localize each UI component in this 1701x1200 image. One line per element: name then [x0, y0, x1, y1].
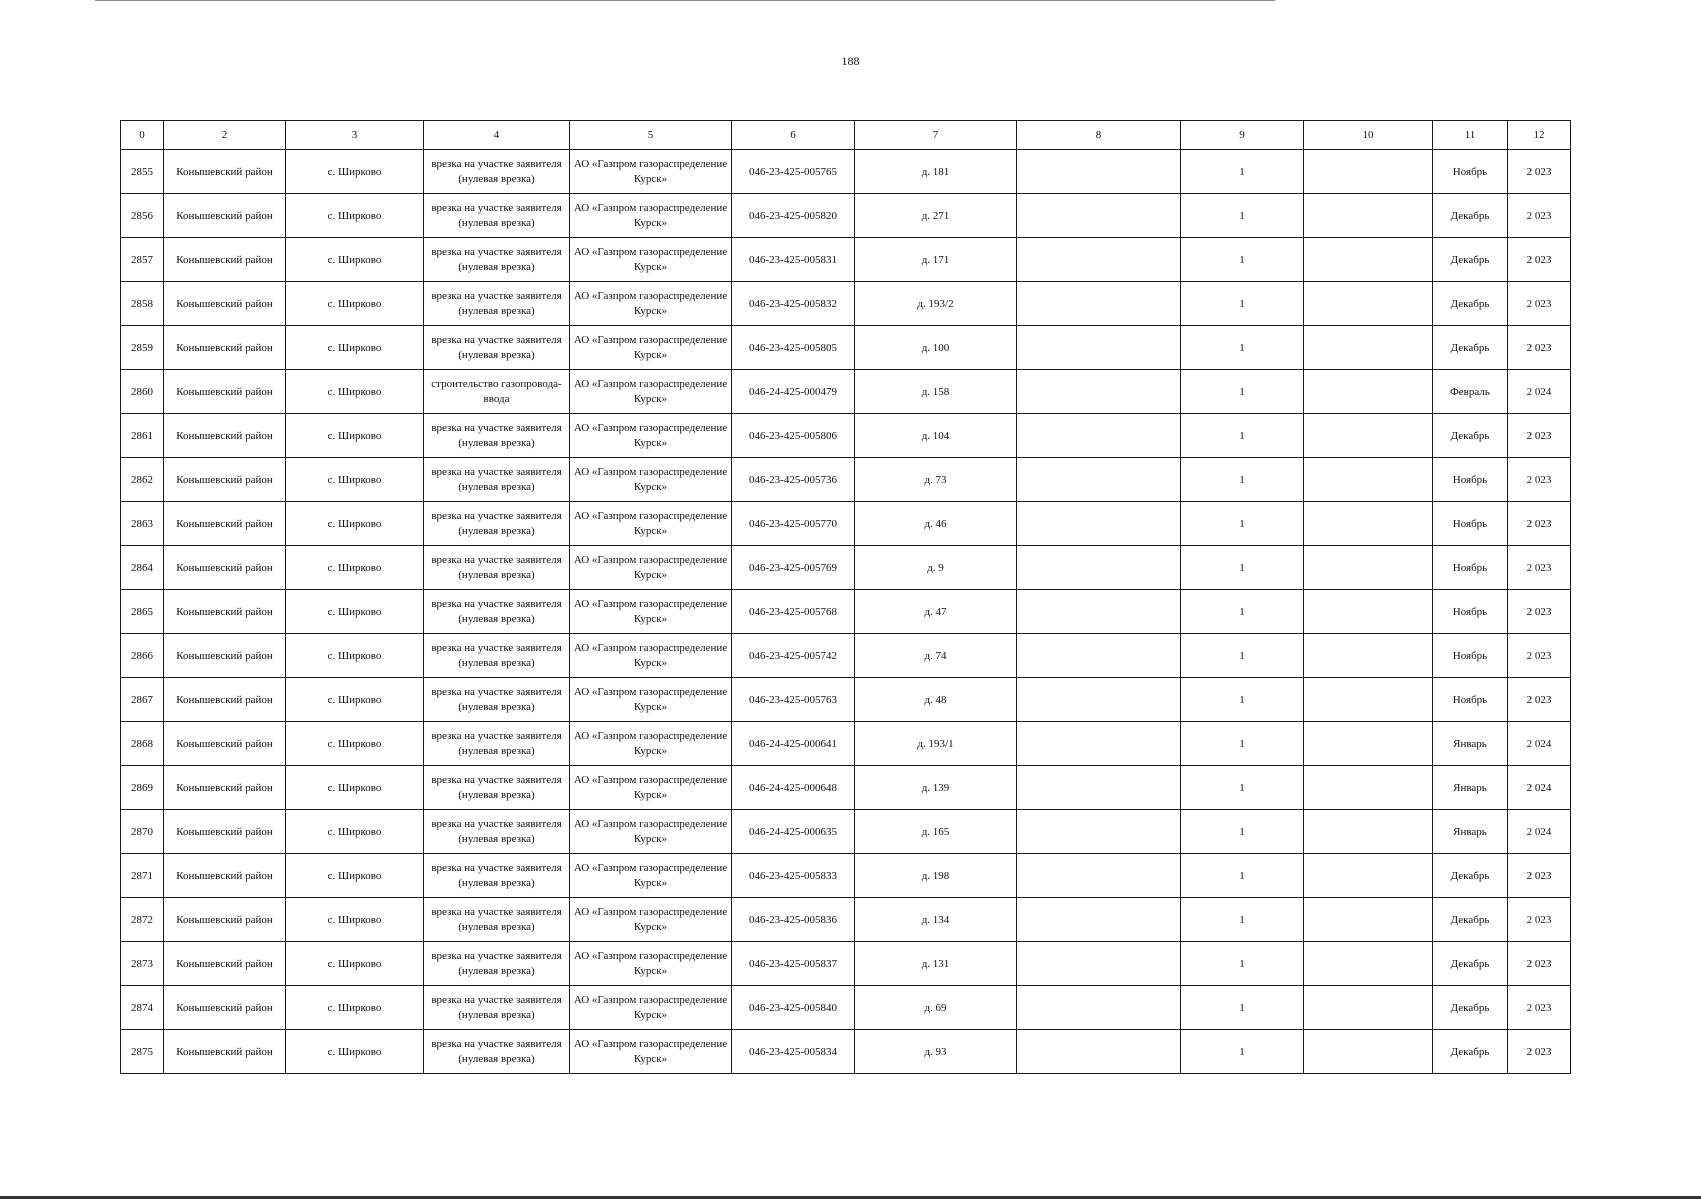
cell-district: Конышевский район: [164, 942, 286, 986]
cell-month: Декабрь: [1433, 282, 1508, 326]
cell-district: Конышевский район: [164, 238, 286, 282]
cell-column-10: [1304, 898, 1433, 942]
cell-work-type: врезка на участке заявителя (нулевая врезка): [424, 986, 570, 1030]
cell-house-address: д. 93: [855, 1030, 1017, 1074]
cell-year: 2 023: [1508, 194, 1571, 238]
cell-registration-code: 046-23-425-005834: [732, 1030, 855, 1074]
cell-settlement: с. Ширково: [286, 414, 424, 458]
cell-column-8: [1017, 766, 1181, 810]
table-row: [121, 1030, 1571, 1074]
cell-registration-code: 046-23-425-005836: [732, 898, 855, 942]
cell-organization: АО «Газпром газораспределение Курск»: [570, 986, 732, 1030]
cell-work-type: врезка на участке заявителя (нулевая врезка): [424, 678, 570, 722]
table-row: [121, 590, 1571, 634]
cell-quantity: 1: [1181, 942, 1304, 986]
cell-row-number: 2862: [121, 458, 164, 502]
cell-district: Конышевский район: [164, 414, 286, 458]
cell-quantity: 1: [1181, 854, 1304, 898]
cell-work-type: врезка на участке заявителя (нулевая врезка): [424, 238, 570, 282]
cell-registration-code: 046-23-425-005805: [732, 326, 855, 370]
table-row: [121, 414, 1571, 458]
column-header-9: 10: [1304, 121, 1433, 150]
cell-settlement: с. Ширково: [286, 590, 424, 634]
cell-quantity: 1: [1181, 502, 1304, 546]
cell-month: Декабрь: [1433, 414, 1508, 458]
cell-column-10: [1304, 986, 1433, 1030]
cell-work-type: врезка на участке заявителя (нулевая врезка): [424, 1030, 570, 1074]
cell-column-10: [1304, 678, 1433, 722]
cell-column-10: [1304, 810, 1433, 854]
cell-house-address: д. 193/1: [855, 722, 1017, 766]
cell-registration-code: 046-24-425-000648: [732, 766, 855, 810]
cell-quantity: 1: [1181, 1030, 1304, 1074]
cell-month: Ноябрь: [1433, 546, 1508, 590]
cell-column-8: [1017, 282, 1181, 326]
cell-district: Конышевский район: [164, 546, 286, 590]
cell-settlement: с. Ширково: [286, 722, 424, 766]
cell-month: Декабрь: [1433, 1030, 1508, 1074]
cell-month: Декабрь: [1433, 854, 1508, 898]
cell-settlement: с. Ширково: [286, 370, 424, 414]
cell-organization: АО «Газпром газораспределение Курск»: [570, 458, 732, 502]
cell-year: 2 023: [1508, 238, 1571, 282]
cell-column-10: [1304, 282, 1433, 326]
cell-district: Конышевский район: [164, 370, 286, 414]
cell-district: Конышевский район: [164, 898, 286, 942]
cell-house-address: д. 193/2: [855, 282, 1017, 326]
cell-settlement: с. Ширково: [286, 766, 424, 810]
register-table-container: [120, 120, 1570, 1074]
table-header-row: [121, 121, 1571, 150]
cell-row-number: 2868: [121, 722, 164, 766]
cell-quantity: 1: [1181, 238, 1304, 282]
cell-district: Конышевский район: [164, 854, 286, 898]
cell-year: 2 024: [1508, 722, 1571, 766]
cell-year: 2 023: [1508, 282, 1571, 326]
cell-house-address: д. 48: [855, 678, 1017, 722]
table-body: [121, 150, 1571, 1074]
bottom-scan-rule: [0, 1196, 1701, 1199]
cell-month: Январь: [1433, 722, 1508, 766]
cell-district: Конышевский район: [164, 194, 286, 238]
cell-registration-code: 046-23-425-005765: [732, 150, 855, 194]
cell-month: Ноябрь: [1433, 590, 1508, 634]
cell-quantity: 1: [1181, 986, 1304, 1030]
column-header-10: 11: [1433, 121, 1508, 150]
cell-column-8: [1017, 238, 1181, 282]
cell-column-10: [1304, 194, 1433, 238]
cell-work-type: врезка на участке заявителя (нулевая врезка): [424, 458, 570, 502]
cell-organization: АО «Газпром газораспределение Курск»: [570, 502, 732, 546]
cell-work-type: врезка на участке заявителя (нулевая врезка): [424, 810, 570, 854]
cell-organization: АО «Газпром газораспределение Курск»: [570, 546, 732, 590]
cell-column-8: [1017, 326, 1181, 370]
column-header-7: 8: [1017, 121, 1181, 150]
cell-row-number: 2855: [121, 150, 164, 194]
cell-district: Конышевский район: [164, 502, 286, 546]
cell-organization: АО «Газпром газораспределение Курск»: [570, 150, 732, 194]
cell-settlement: с. Ширково: [286, 238, 424, 282]
cell-work-type: врезка на участке заявителя (нулевая врезка): [424, 150, 570, 194]
table-row: [121, 326, 1571, 370]
cell-year: 2 024: [1508, 370, 1571, 414]
cell-house-address: д. 198: [855, 854, 1017, 898]
cell-organization: АО «Газпром газораспределение Курск»: [570, 326, 732, 370]
cell-year: 2 023: [1508, 502, 1571, 546]
cell-year: 2 023: [1508, 986, 1571, 1030]
cell-column-8: [1017, 414, 1181, 458]
cell-row-number: 2857: [121, 238, 164, 282]
cell-row-number: 2872: [121, 898, 164, 942]
cell-month: Ноябрь: [1433, 502, 1508, 546]
cell-registration-code: 046-23-425-005806: [732, 414, 855, 458]
cell-work-type: врезка на участке заявителя (нулевая врезка): [424, 546, 570, 590]
cell-house-address: д. 100: [855, 326, 1017, 370]
cell-district: Конышевский район: [164, 810, 286, 854]
cell-work-type: врезка на участке заявителя (нулевая врезка): [424, 194, 570, 238]
cell-organization: АО «Газпром газораспределение Курск»: [570, 238, 732, 282]
cell-house-address: д. 158: [855, 370, 1017, 414]
cell-work-type: врезка на участке заявителя (нулевая врезка): [424, 590, 570, 634]
cell-column-10: [1304, 766, 1433, 810]
cell-settlement: с. Ширково: [286, 150, 424, 194]
cell-registration-code: 046-23-425-005840: [732, 986, 855, 1030]
cell-district: Конышевский район: [164, 722, 286, 766]
cell-registration-code: 046-24-425-000641: [732, 722, 855, 766]
cell-year: 2 023: [1508, 590, 1571, 634]
cell-row-number: 2856: [121, 194, 164, 238]
cell-work-type: врезка на участке заявителя (нулевая врезка): [424, 766, 570, 810]
cell-house-address: д. 47: [855, 590, 1017, 634]
cell-row-number: 2861: [121, 414, 164, 458]
cell-column-10: [1304, 150, 1433, 194]
column-header-11: 12: [1508, 121, 1571, 150]
table-row: [121, 150, 1571, 194]
cell-settlement: с. Ширково: [286, 810, 424, 854]
cell-column-10: [1304, 942, 1433, 986]
cell-district: Конышевский район: [164, 150, 286, 194]
cell-organization: АО «Газпром газораспределение Курск»: [570, 854, 732, 898]
cell-row-number: 2873: [121, 942, 164, 986]
cell-house-address: д. 139: [855, 766, 1017, 810]
cell-month: Декабрь: [1433, 986, 1508, 1030]
cell-house-address: д. 171: [855, 238, 1017, 282]
cell-column-8: [1017, 194, 1181, 238]
table-row: [121, 194, 1571, 238]
cell-registration-code: 046-23-425-005837: [732, 942, 855, 986]
cell-year: 2 023: [1508, 458, 1571, 502]
cell-registration-code: 046-23-425-005736: [732, 458, 855, 502]
cell-column-10: [1304, 1030, 1433, 1074]
cell-house-address: д. 73: [855, 458, 1017, 502]
cell-house-address: д. 9: [855, 546, 1017, 590]
cell-column-8: [1017, 634, 1181, 678]
cell-column-8: [1017, 590, 1181, 634]
cell-quantity: 1: [1181, 414, 1304, 458]
cell-column-10: [1304, 854, 1433, 898]
cell-settlement: с. Ширково: [286, 942, 424, 986]
cell-year: 2 023: [1508, 150, 1571, 194]
cell-registration-code: 046-23-425-005832: [732, 282, 855, 326]
cell-year: 2 023: [1508, 942, 1571, 986]
page-number: 188: [841, 54, 860, 68]
cell-column-10: [1304, 634, 1433, 678]
cell-house-address: д. 271: [855, 194, 1017, 238]
cell-column-10: [1304, 502, 1433, 546]
cell-month: Ноябрь: [1433, 458, 1508, 502]
cell-quantity: 1: [1181, 766, 1304, 810]
cell-column-8: [1017, 722, 1181, 766]
cell-column-8: [1017, 502, 1181, 546]
cell-row-number: 2866: [121, 634, 164, 678]
cell-registration-code: 046-23-425-005768: [732, 590, 855, 634]
cell-column-8: [1017, 898, 1181, 942]
table-row: [121, 898, 1571, 942]
cell-column-10: [1304, 590, 1433, 634]
cell-organization: АО «Газпром газораспределение Курск»: [570, 1030, 732, 1074]
cell-settlement: с. Ширково: [286, 854, 424, 898]
cell-registration-code: 046-23-425-005763: [732, 678, 855, 722]
cell-registration-code: 046-23-425-005770: [732, 502, 855, 546]
cell-house-address: д. 46: [855, 502, 1017, 546]
column-header-5: 6: [732, 121, 855, 150]
cell-year: 2 023: [1508, 854, 1571, 898]
cell-settlement: с. Ширково: [286, 194, 424, 238]
cell-organization: АО «Газпром газораспределение Курск»: [570, 942, 732, 986]
cell-settlement: с. Ширково: [286, 678, 424, 722]
cell-settlement: с. Ширково: [286, 634, 424, 678]
cell-row-number: 2871: [121, 854, 164, 898]
cell-house-address: д. 165: [855, 810, 1017, 854]
table-row: [121, 810, 1571, 854]
cell-quantity: 1: [1181, 634, 1304, 678]
cell-column-8: [1017, 986, 1181, 1030]
cell-work-type: врезка на участке заявителя (нулевая врезка): [424, 414, 570, 458]
cell-work-type: врезка на участке заявителя (нулевая врезка): [424, 282, 570, 326]
cell-quantity: 1: [1181, 898, 1304, 942]
table-row: [121, 458, 1571, 502]
cell-settlement: с. Ширково: [286, 546, 424, 590]
table-row: [121, 546, 1571, 590]
cell-month: Декабрь: [1433, 898, 1508, 942]
cell-column-8: [1017, 810, 1181, 854]
cell-year: 2 023: [1508, 546, 1571, 590]
cell-column-10: [1304, 722, 1433, 766]
column-header-4: 5: [570, 121, 732, 150]
cell-quantity: 1: [1181, 722, 1304, 766]
cell-work-type: врезка на участке заявителя (нулевая врезка): [424, 634, 570, 678]
cell-column-8: [1017, 678, 1181, 722]
cell-work-type: врезка на участке заявителя (нулевая врезка): [424, 942, 570, 986]
cell-year: 2 023: [1508, 898, 1571, 942]
cell-settlement: с. Ширково: [286, 502, 424, 546]
cell-quantity: 1: [1181, 282, 1304, 326]
cell-year: 2 023: [1508, 678, 1571, 722]
cell-column-8: [1017, 150, 1181, 194]
cell-month: Ноябрь: [1433, 678, 1508, 722]
cell-row-number: 2858: [121, 282, 164, 326]
table-row: [121, 986, 1571, 1030]
cell-work-type: врезка на участке заявителя (нулевая врезка): [424, 502, 570, 546]
cell-settlement: с. Ширково: [286, 282, 424, 326]
cell-column-10: [1304, 238, 1433, 282]
cell-house-address: д. 131: [855, 942, 1017, 986]
cell-work-type: врезка на участке заявителя (нулевая врезка): [424, 722, 570, 766]
table-row: [121, 238, 1571, 282]
table-row: [121, 766, 1571, 810]
table-row: [121, 942, 1571, 986]
cell-row-number: 2864: [121, 546, 164, 590]
cell-quantity: 1: [1181, 458, 1304, 502]
cell-organization: АО «Газпром газораспределение Курск»: [570, 282, 732, 326]
cell-organization: АО «Газпром газораспределение Курск»: [570, 898, 732, 942]
table-row: [121, 854, 1571, 898]
cell-district: Конышевский район: [164, 326, 286, 370]
cell-district: Конышевский район: [164, 458, 286, 502]
cell-row-number: 2863: [121, 502, 164, 546]
cell-settlement: с. Ширково: [286, 458, 424, 502]
register-table: [120, 120, 1571, 1074]
table-row: [121, 634, 1571, 678]
cell-quantity: 1: [1181, 194, 1304, 238]
cell-registration-code: 046-24-425-000635: [732, 810, 855, 854]
cell-work-type: строительство газопровода-ввода: [424, 370, 570, 414]
cell-registration-code: 046-23-425-005831: [732, 238, 855, 282]
cell-district: Конышевский район: [164, 590, 286, 634]
cell-work-type: врезка на участке заявителя (нулевая врезка): [424, 326, 570, 370]
cell-organization: АО «Газпром газораспределение Курск»: [570, 810, 732, 854]
cell-column-8: [1017, 942, 1181, 986]
table-row: [121, 502, 1571, 546]
cell-quantity: 1: [1181, 326, 1304, 370]
cell-quantity: 1: [1181, 810, 1304, 854]
cell-settlement: с. Ширково: [286, 326, 424, 370]
cell-year: 2 023: [1508, 326, 1571, 370]
table-row: [121, 370, 1571, 414]
cell-settlement: с. Ширково: [286, 898, 424, 942]
cell-column-10: [1304, 326, 1433, 370]
top-scan-rule: [95, 0, 1275, 1]
cell-year: 2 023: [1508, 634, 1571, 678]
cell-quantity: 1: [1181, 546, 1304, 590]
cell-year: 2 024: [1508, 766, 1571, 810]
cell-district: Конышевский район: [164, 634, 286, 678]
cell-quantity: 1: [1181, 150, 1304, 194]
cell-quantity: 1: [1181, 590, 1304, 634]
cell-registration-code: 046-24-425-000479: [732, 370, 855, 414]
cell-registration-code: 046-23-425-005742: [732, 634, 855, 678]
cell-column-10: [1304, 370, 1433, 414]
cell-month: Декабрь: [1433, 326, 1508, 370]
column-header-2: 3: [286, 121, 424, 150]
cell-row-number: 2865: [121, 590, 164, 634]
cell-settlement: с. Ширково: [286, 1030, 424, 1074]
cell-row-number: 2875: [121, 1030, 164, 1074]
table-row: [121, 282, 1571, 326]
column-header-3: 4: [424, 121, 570, 150]
cell-row-number: 2870: [121, 810, 164, 854]
cell-work-type: врезка на участке заявителя (нулевая врезка): [424, 898, 570, 942]
column-header-0: 0: [121, 121, 164, 150]
cell-house-address: д. 181: [855, 150, 1017, 194]
cell-settlement: с. Ширково: [286, 986, 424, 1030]
table-row: [121, 722, 1571, 766]
cell-registration-code: 046-23-425-005769: [732, 546, 855, 590]
cell-district: Конышевский район: [164, 282, 286, 326]
cell-organization: АО «Газпром газораспределение Курск»: [570, 194, 732, 238]
cell-column-10: [1304, 414, 1433, 458]
cell-registration-code: 046-23-425-005820: [732, 194, 855, 238]
cell-district: Конышевский район: [164, 766, 286, 810]
cell-column-8: [1017, 854, 1181, 898]
cell-organization: АО «Газпром газораспределение Курск»: [570, 370, 732, 414]
cell-month: Декабрь: [1433, 194, 1508, 238]
cell-organization: АО «Газпром газораспределение Курск»: [570, 678, 732, 722]
cell-month: Ноябрь: [1433, 150, 1508, 194]
cell-house-address: д. 69: [855, 986, 1017, 1030]
cell-registration-code: 046-23-425-005833: [732, 854, 855, 898]
table-row: [121, 678, 1571, 722]
cell-year: 2 024: [1508, 810, 1571, 854]
cell-district: Конышевский район: [164, 678, 286, 722]
cell-row-number: 2874: [121, 986, 164, 1030]
cell-year: 2 023: [1508, 1030, 1571, 1074]
column-header-6: 7: [855, 121, 1017, 150]
cell-work-type: врезка на участке заявителя (нулевая врезка): [424, 854, 570, 898]
cell-row-number: 2860: [121, 370, 164, 414]
cell-month: Февраль: [1433, 370, 1508, 414]
cell-house-address: д. 104: [855, 414, 1017, 458]
cell-organization: АО «Газпром газораспределение Курск»: [570, 766, 732, 810]
cell-column-8: [1017, 546, 1181, 590]
cell-column-8: [1017, 458, 1181, 502]
cell-month: Ноябрь: [1433, 634, 1508, 678]
cell-month: Январь: [1433, 810, 1508, 854]
cell-column-10: [1304, 458, 1433, 502]
cell-organization: АО «Газпром газораспределение Курск»: [570, 722, 732, 766]
cell-month: Январь: [1433, 766, 1508, 810]
cell-organization: АО «Газпром газораспределение Курск»: [570, 634, 732, 678]
cell-district: Конышевский район: [164, 1030, 286, 1074]
cell-row-number: 2859: [121, 326, 164, 370]
cell-column-8: [1017, 1030, 1181, 1074]
cell-year: 2 023: [1508, 414, 1571, 458]
cell-organization: АО «Газпром газораспределение Курск»: [570, 414, 732, 458]
cell-house-address: д. 134: [855, 898, 1017, 942]
cell-column-10: [1304, 546, 1433, 590]
column-header-1: 2: [164, 121, 286, 150]
column-header-8: 9: [1181, 121, 1304, 150]
cell-row-number: 2869: [121, 766, 164, 810]
cell-quantity: 1: [1181, 370, 1304, 414]
cell-column-8: [1017, 370, 1181, 414]
cell-district: Конышевский район: [164, 986, 286, 1030]
cell-house-address: д. 74: [855, 634, 1017, 678]
cell-quantity: 1: [1181, 678, 1304, 722]
cell-month: Декабрь: [1433, 238, 1508, 282]
cell-month: Декабрь: [1433, 942, 1508, 986]
cell-organization: АО «Газпром газораспределение Курск»: [570, 590, 732, 634]
cell-row-number: 2867: [121, 678, 164, 722]
